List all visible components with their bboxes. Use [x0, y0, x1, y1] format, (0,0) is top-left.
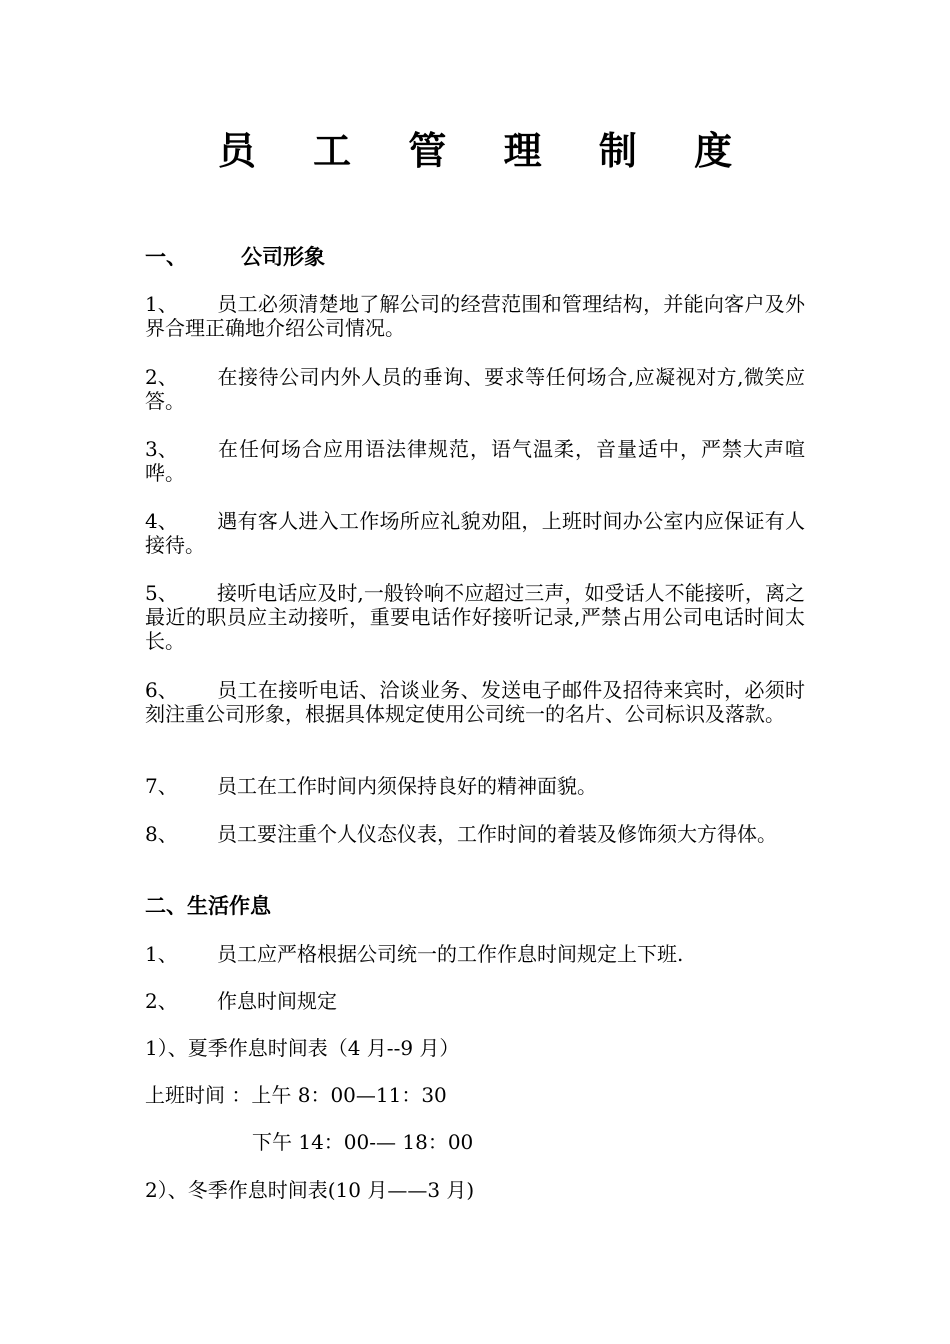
item-number: 6、 — [145, 678, 178, 702]
list-item — [145, 581, 805, 653]
list-item — [145, 292, 805, 340]
item-text: 作息时间规定 — [217, 989, 337, 1013]
list-item — [145, 942, 805, 966]
list-item — [145, 774, 805, 798]
item-text: 在任何场合应用语法律规范，语气温柔，音量适中，严禁大声喧哗。 — [145, 437, 805, 485]
item-number: 2、 — [145, 989, 178, 1013]
section-heading-company-image — [145, 243, 325, 271]
item-number: 2、 — [145, 365, 178, 389]
item-number: 1、 — [145, 292, 178, 316]
item-number: 1、 — [145, 942, 178, 966]
list-item — [145, 678, 805, 726]
item-text: 遇有客人进入工作场所应礼貌劝阻，上班时间办公室内应保证有人接待。 — [145, 509, 805, 557]
summer-schedule-label: 1）、夏季作息时间表（4 月--9 月） — [145, 1036, 460, 1060]
item-number: 3、 — [145, 437, 178, 461]
item-number: 8、 — [145, 822, 178, 846]
list-item — [145, 989, 805, 1013]
item-text: 在接待公司内外人员的垂询、要求等任何场合,应凝视对方,微笑应答。 — [145, 365, 805, 413]
list-item — [145, 365, 805, 413]
summer-afternoon-hours: 下午 14：00-— 18：00 — [252, 1130, 474, 1154]
list-item — [145, 822, 805, 846]
item-number: 5、 — [145, 581, 178, 605]
list-item — [145, 437, 805, 485]
item-text: 员工必须清楚地了解公司的经营范围和管理结构，并能向客户及外界合理正确地介绍公司情况。 — [145, 292, 805, 340]
item-number: 7、 — [145, 774, 178, 798]
summer-morning-hours: 上班时间 ：上午 8：00—11：30 — [145, 1083, 447, 1107]
winter-schedule-label: 2）、冬季作息时间表(10 月——3 月) — [145, 1178, 475, 1202]
item-text: 接听电话应及时,一般铃响不应超过三声，如受话人不能接听，离之最近的职员应主动接听，重要电话作好接听记录,严禁占用公司电话时间太长。 — [145, 581, 805, 653]
section-heading-daily-schedule: 二、生活作息 — [145, 894, 271, 918]
section-number: 一、 — [145, 245, 187, 269]
list-item — [145, 509, 805, 557]
item-text: 员工应严格根据公司统一的工作作息时间规定上下班. — [217, 942, 684, 966]
item-number: 4、 — [145, 509, 178, 533]
document-title: 员 工 管 理 制 度 — [217, 129, 755, 173]
item-text: 员工在接听电话、洽谈业务、发送电子邮件及招待来宾时，必须时刻注重公司形象，根据具体规定使用公司统一的名片、公司标识及落款。 — [145, 678, 805, 726]
item-text: 员工在工作时间内须保持良好的精神面貌。 — [217, 774, 597, 798]
item-text: 员工要注重个人仪态仪表，工作时间的着装及修饰须大方得体。 — [217, 822, 777, 846]
section-title: 公司形象 — [241, 245, 325, 269]
